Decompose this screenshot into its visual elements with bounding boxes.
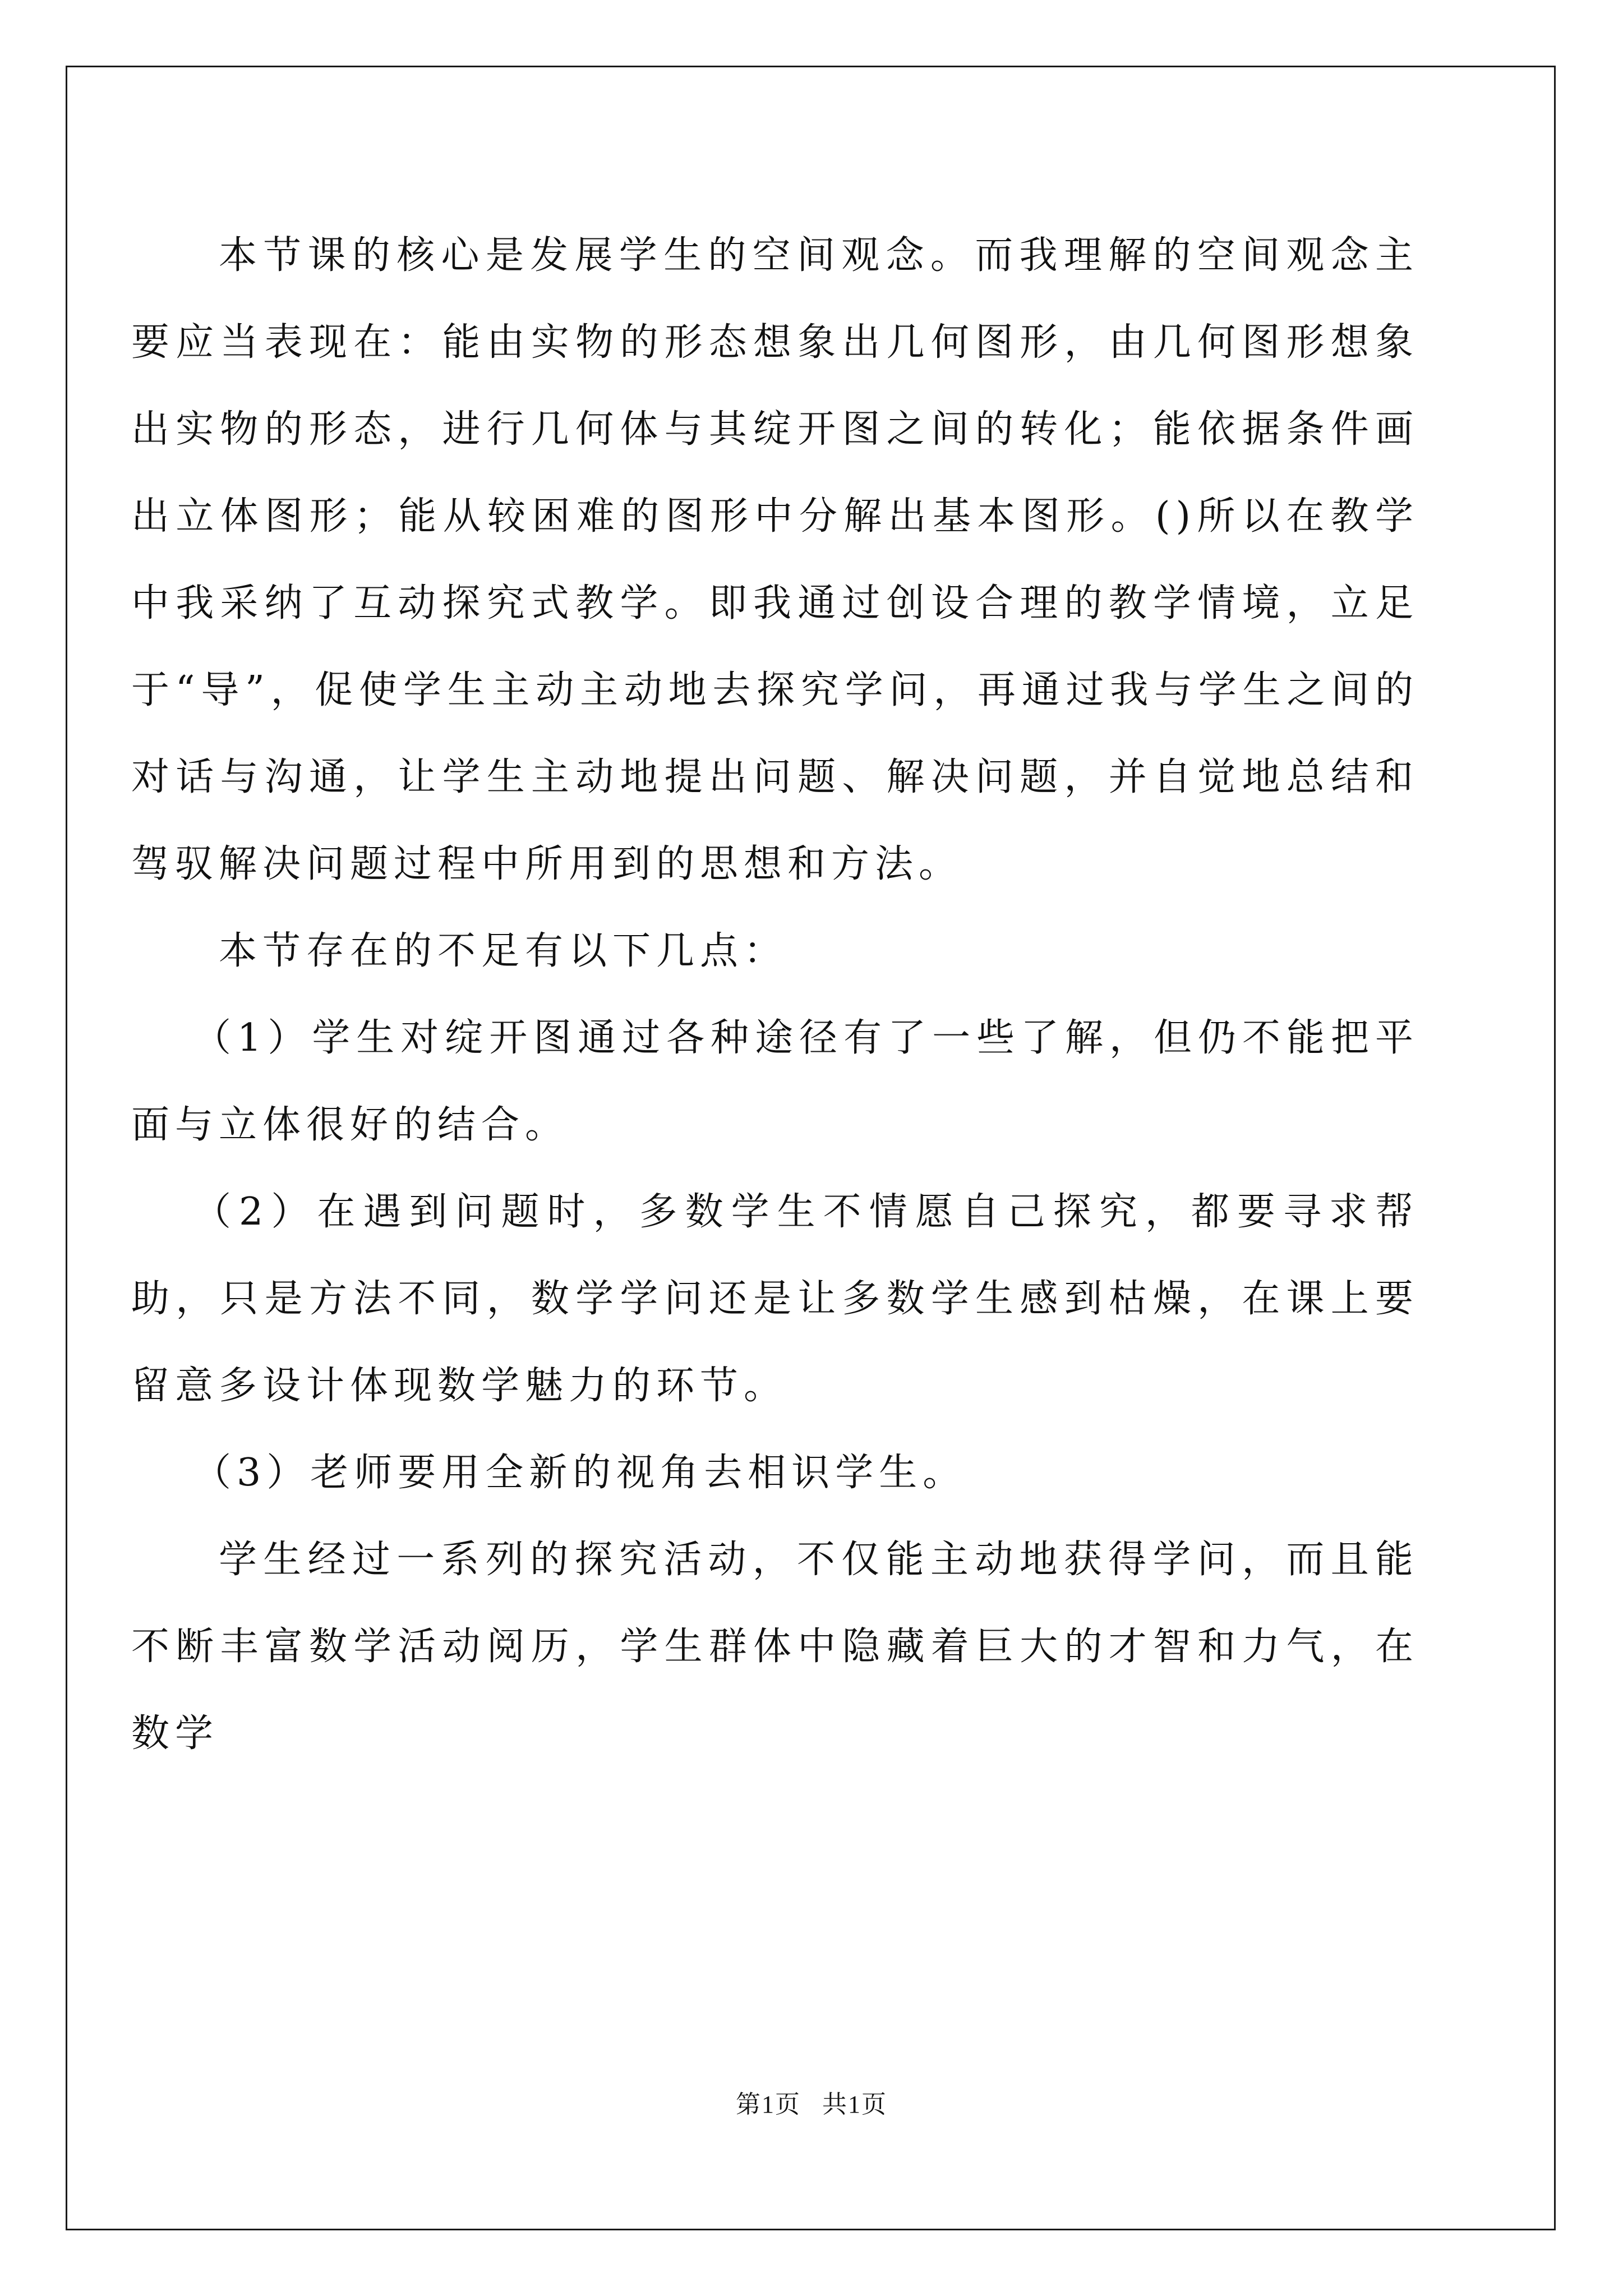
paragraph-core-concept: 本节课的核心是发展学生的空间观念。而我理解的空间观念主要应当表现在：能由实物的形态想象出几何图形，由几何图形想象出实物的形态，进行几何体与其绽开图之间的转化；能依据条件画出立体图形；能从较困难的图形中分解出基本图形。()所以在教学中我采纳了互动探究式教学。即我通过创设合理的教学情境，立足于“导”，促使学生主动主动地去探究学问，再通过我与学生之间的对话与沟通，让学生主动地提出问题、解决问题，并自觉地总结和驾驭解决问题过程中所用到的思想和方法。 — [131, 233, 1419, 886]
page-number-total: 共1页 — [822, 2091, 887, 2118]
paragraph-shortcoming-3: （3）老师要用全新的视角去相识学生。 — [193, 1451, 967, 1495]
page-number-current: 第1页 — [736, 2091, 801, 2118]
paragraph-shortcoming-2: （2）在遇到问题时，多数学生不情愿自己探究，都要寻求帮助，只是方法不同，数学学问还是让多数学生感到枯燥，在课上要留意多设计体现数学魅力的环节。 — [131, 1190, 1419, 1408]
paragraph-shortcoming-1: （1）学生对绽开图通过各种途径有了一些了解，但仍不能把平面与立体很好的结合。 — [131, 1016, 1419, 1147]
paragraph-exploration: 学生经过一系列的探究活动，不仅能主动地获得学问，而且能不断丰富数学活动阅历，学生群体中隐藏着巨大的才智和力气，在数学 — [131, 1538, 1419, 1756]
page-footer — [0, 2088, 1623, 2122]
document-body — [131, 212, 1419, 1777]
paragraph-shortcomings-heading: 本节存在的不足有以下几点： — [219, 929, 788, 973]
